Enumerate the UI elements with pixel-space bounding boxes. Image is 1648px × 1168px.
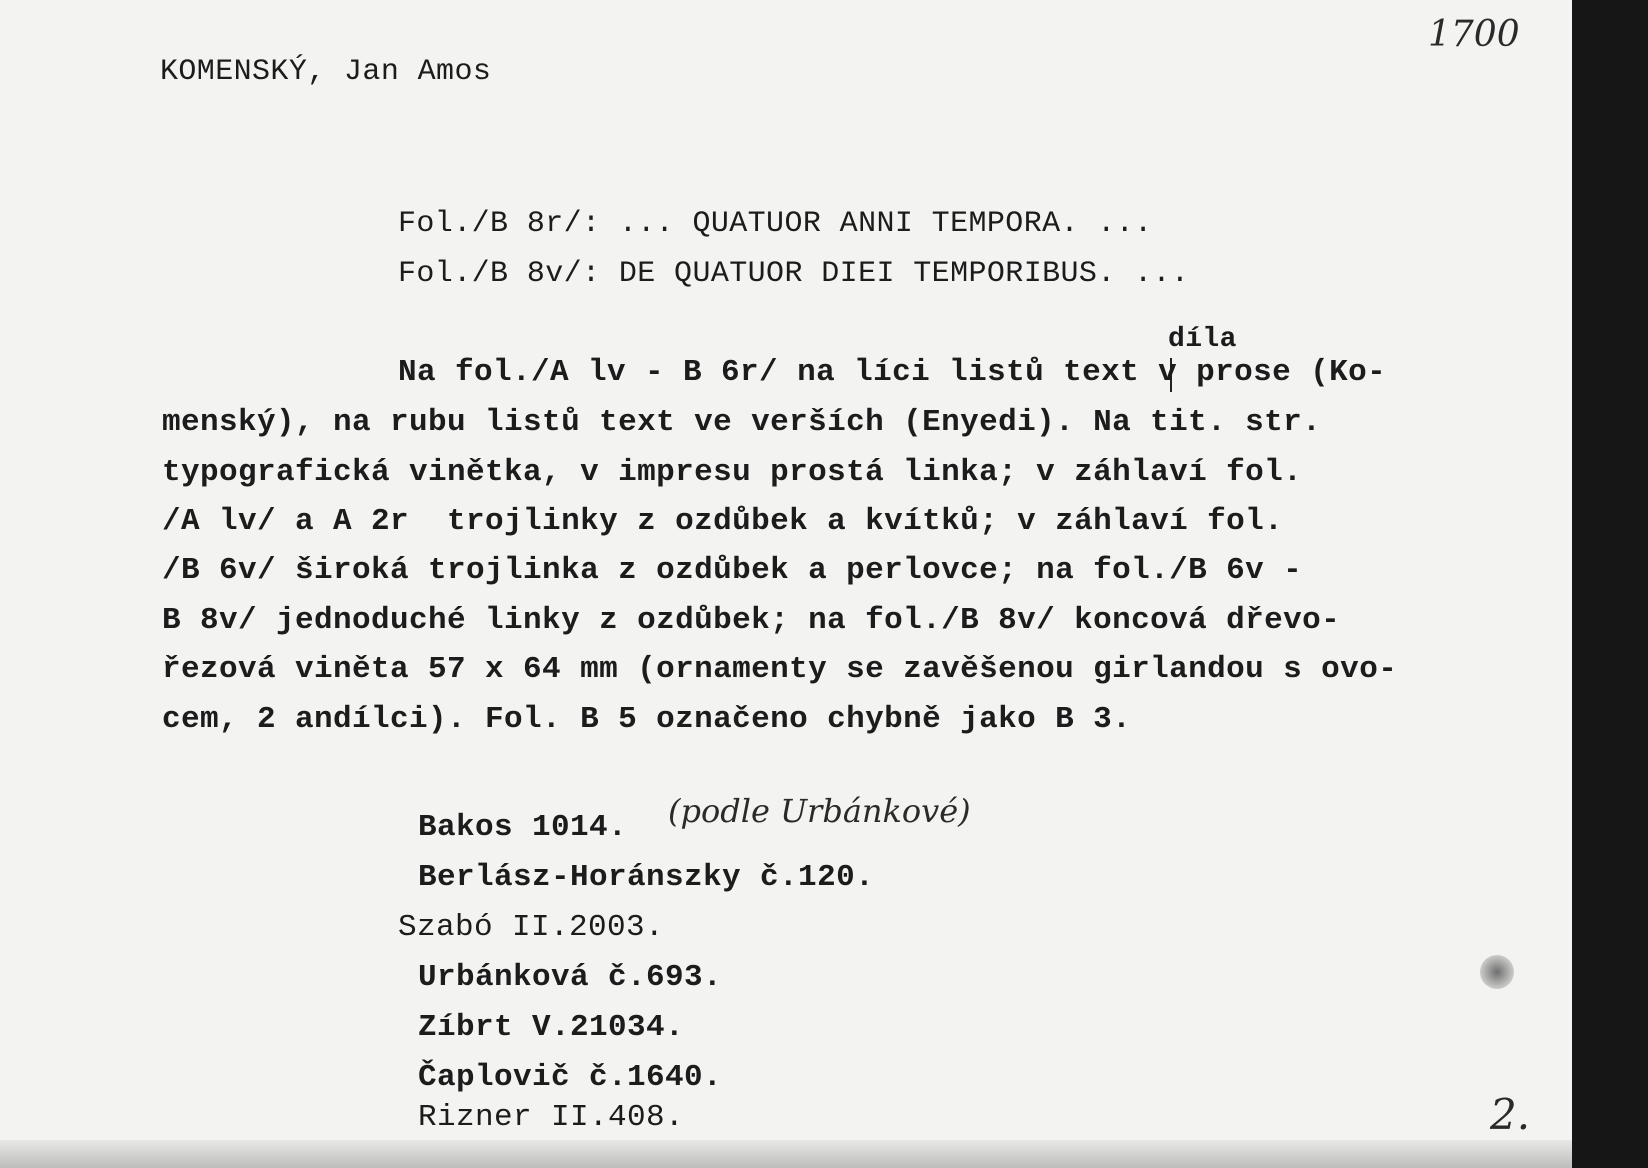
page-number: 2. <box>1490 1090 1531 1139</box>
reference-7: Rizner II.408. <box>418 1100 685 1135</box>
folio-line-2: Fol./B 8v/: DE QUATUOR DIEI TEMPORIBUS. ... <box>398 257 1190 291</box>
scan-border <box>1572 0 1648 1168</box>
ink-smudge <box>1480 955 1514 989</box>
author-heading: KOMENSKÝ, Jan Amos <box>160 55 492 89</box>
description-line-2: menský), na rubu listů text ve verších (Enyedi). Na tit. str. <box>162 405 1322 440</box>
insertion-word: díla <box>1168 324 1237 355</box>
reference-6: Čaplovič č.1640. <box>418 1060 723 1095</box>
card-number: 1700 <box>1428 14 1520 55</box>
reference-2: Berlász-Horánszky č.120. <box>418 860 875 895</box>
reference-1: Bakos 1014. <box>418 810 628 845</box>
description-line-1: Na fol./A lv - B 6r/ na líci listů text v prose (Ko- <box>398 355 1387 390</box>
reference-4: Urbánková č.693. <box>418 960 723 995</box>
description-line-7: řezová viněta 57 x 64 mm (ornamenty se zavěšenou girlandou s ovo- <box>162 652 1398 687</box>
description-line-8: cem, 2 andílci). Fol. B 5 označeno chybně jako B 3. <box>162 702 1132 737</box>
reference-3: Szabó II.2003. <box>398 910 665 945</box>
description-line-5: /B 6v/ široká trojlinka z ozdůbek a perlovce; na fol./B 6v - <box>162 553 1303 588</box>
description-line-3: typografická vinětka, v impresu prostá linka; v záhlaví fol. <box>162 455 1303 490</box>
reference-5: Zíbrt V.21034. <box>418 1010 685 1045</box>
description-line-4: /A lv/ a A 2r trojlinky z ozdůbek a kvítků; v záhlaví fol. <box>162 504 1284 539</box>
handwritten-note: (podle Urbánkové) <box>668 792 971 830</box>
description-line-6: B 8v/ jednoduché linky z ozdůbek; na fol./B 8v/ koncová dřevo- <box>162 603 1341 638</box>
card-bottom-edge <box>0 1140 1572 1168</box>
folio-line-1: Fol./B 8r/: ... QUATUOR ANNI TEMPORA. ... <box>398 207 1153 241</box>
